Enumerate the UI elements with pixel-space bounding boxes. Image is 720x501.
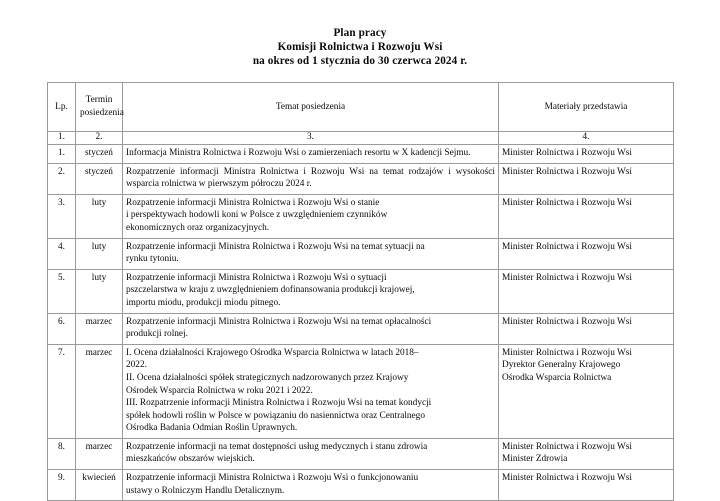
row-presenter-line: Dyrektor Generalny Krajowego	[502, 360, 621, 371]
row-term: luty	[76, 269, 123, 313]
column-number-3: 3.	[123, 132, 499, 145]
row-topic-line: pszczelarstwa w kraju z uwzględnieniem dofinansowania produkcji krajowej,	[126, 285, 415, 296]
row-presenter-line: Ośrodka Wsparcia Rolnictwa	[502, 372, 612, 383]
table-row	[48, 470, 674, 501]
row-topic-line: Rozpatrzenie informacji Ministra Rolnictwa i Rozwoju Wsi na temat sytuacji na	[126, 241, 425, 252]
row-topic	[123, 470, 499, 501]
table-row	[48, 238, 674, 269]
row-topic-line: spółek hodowli roślin w Polsce w powiązaniu do nasiennictwa oraz Centralnego	[126, 410, 425, 421]
row-topic-line: ekonomicznych oraz organizacyjnych.	[126, 222, 270, 233]
row-presenter	[499, 438, 674, 469]
row-presenter	[499, 344, 674, 438]
row-topic-line: Rozpatrzenie informacji na temat dostępności usług medycznych i stanu zdrowia	[126, 441, 428, 452]
row-topic	[123, 269, 499, 313]
row-topic-line: Rozpatrzenie informacji Ministra Rolnictwa i Rozwoju Wsi o sytuacji	[126, 272, 387, 283]
row-topic	[123, 238, 499, 269]
row-topic-line: Rozpatrzenie informacji Ministra Rolnictwa i Rozwoju Wsi na temat opłacalności	[126, 316, 432, 327]
row-topic-line: produkcji rolnej.	[126, 329, 188, 340]
table-row	[48, 344, 674, 438]
row-presenter-line: Minister Rolnictwa i Rozwoju Wsi	[502, 197, 632, 208]
row-topic: Informacja Ministra Rolnictwa i Rozwoju Wsi o zamierzeniach resortu w X kadencji Sejmu.	[123, 145, 499, 164]
row-presenter	[499, 145, 674, 164]
row-presenter-line: Minister Rolnictwa i Rozwoju Wsi	[502, 347, 632, 358]
table-body	[48, 145, 674, 501]
column-header-termin-line-2: posiedzenia	[80, 108, 124, 118]
row-presenter	[499, 470, 674, 501]
row-presenter-line: Minister Rolnictwa i Rozwoju Wsi	[502, 241, 632, 252]
row-presenter	[499, 194, 674, 238]
row-term: luty	[76, 238, 123, 269]
table-row	[48, 313, 674, 344]
row-presenter	[499, 269, 674, 313]
row-topic-line: Rozpatrzenie informacji Ministra Rolnictwa i Rozwoju Wsi o stanie	[126, 197, 380, 208]
work-plan-table	[47, 82, 674, 501]
row-topic-line: i perspektywach hodowli koni w Polsce z uwzględnieniem czynników	[126, 210, 388, 221]
document-title	[0, 26, 720, 69]
row-topic-line: I. Ocena działalności Krajowego Ośrodka Wsparcia Rolnictwa w latach 2018–	[126, 347, 419, 358]
row-topic	[123, 313, 499, 344]
row-topic	[123, 438, 499, 469]
row-term: marzec	[76, 344, 123, 438]
column-header-termin	[76, 83, 123, 132]
row-number: 3.	[48, 194, 76, 238]
row-presenter-line: Minister Rolnictwa i Rozwoju Wsi	[502, 316, 632, 327]
row-number: 5.	[48, 269, 76, 313]
row-presenter	[499, 163, 674, 194]
row-presenter-line: Minister Rolnictwa i Rozwoju Wsi	[502, 441, 632, 452]
row-presenter-line: Minister Rolnictwa i Rozwoju Wsi	[502, 473, 632, 484]
row-topic-line: mieszkańców obszarów wiejskich.	[126, 454, 255, 465]
table-header-row	[48, 83, 674, 132]
table-row	[48, 269, 674, 313]
row-term: styczeń	[76, 163, 123, 194]
row-number: 4.	[48, 238, 76, 269]
row-presenter	[499, 238, 674, 269]
title-line-1: Plan pracy	[333, 27, 387, 39]
column-header-materialy: Materiały przedstawia	[499, 83, 674, 132]
table-row	[48, 145, 674, 164]
row-topic-line: Ośrodek Wsparcia Rolnictwa w roku 2021 i 2022.	[126, 385, 313, 396]
row-topic-line: II. Ocena działalności spółek strategicznych nadzorowanych przez Krajowy	[126, 372, 409, 383]
column-header-lp: Lp.	[48, 83, 76, 132]
table-row	[48, 163, 674, 194]
row-term: marzec	[76, 313, 123, 344]
row-topic-line: rynku tytoniu.	[126, 254, 179, 265]
row-presenter-line: Minister Rolnictwa i Rozwoju Wsi	[502, 166, 632, 177]
row-term: luty	[76, 194, 123, 238]
row-topic-line: Ośrodka Badania Odmian Roślin Uprawnych.	[126, 423, 298, 434]
row-presenter-line: Minister Rolnictwa i Rozwoju Wsi	[502, 148, 632, 158]
column-number-row	[48, 132, 674, 145]
row-number: 8.	[48, 438, 76, 469]
row-topic	[123, 194, 499, 238]
row-number: 6.	[48, 313, 76, 344]
title-line-3: na okres od 1 stycznia do 30 czerwca 2024 r.	[252, 55, 468, 68]
row-number: 9.	[48, 470, 76, 501]
row-presenter-line: Minister Zdrowia	[502, 454, 568, 465]
row-number: 1.	[48, 145, 76, 164]
row-term: kwiecień	[76, 470, 123, 501]
row-topic-line: Rozpatrzenie informacji Ministra Rolnictwa i Rozwoju Wsi o funkcjonowaniu	[126, 473, 419, 484]
column-header-termin-line-1: Termin	[85, 95, 113, 106]
column-number-1: 1.	[48, 132, 76, 145]
row-term: styczeń	[76, 145, 123, 164]
row-topic	[123, 344, 499, 438]
table-row	[48, 194, 674, 238]
row-number: 2.	[48, 163, 76, 194]
column-header-temat: Temat posiedzenia	[123, 83, 499, 132]
column-number-2: 2.	[76, 132, 123, 145]
table-row	[48, 438, 674, 469]
row-term: marzec	[76, 438, 123, 469]
row-presenter-line: Minister Rolnictwa i Rozwoju Wsi	[502, 272, 632, 283]
title-line-2: Komisji Rolnictwa i Rozwoju Wsi	[277, 41, 443, 54]
row-topic-line: III. Rozpatrzenie informacji Ministra Rolnictwa i Rozwoju Wsi na temat kondycji	[126, 398, 432, 409]
row-presenter	[499, 313, 674, 344]
row-topic-line: 2022.	[126, 360, 147, 371]
row-topic-line: ustawy o Rolniczym Handlu Detalicznym.	[126, 485, 285, 496]
column-number-4: 4.	[499, 132, 674, 145]
row-topic: Rozpatrzenie informacji Ministra Rolnictwa i Rozwoju Wsi na temat rodzajów i wysokości wsparcia rolnictwa w pierwszym półroczu 2024 r.	[123, 163, 499, 194]
row-number: 7.	[48, 344, 76, 438]
row-topic-line: importu miodu, produkcji miodu pitnego.	[126, 297, 281, 308]
